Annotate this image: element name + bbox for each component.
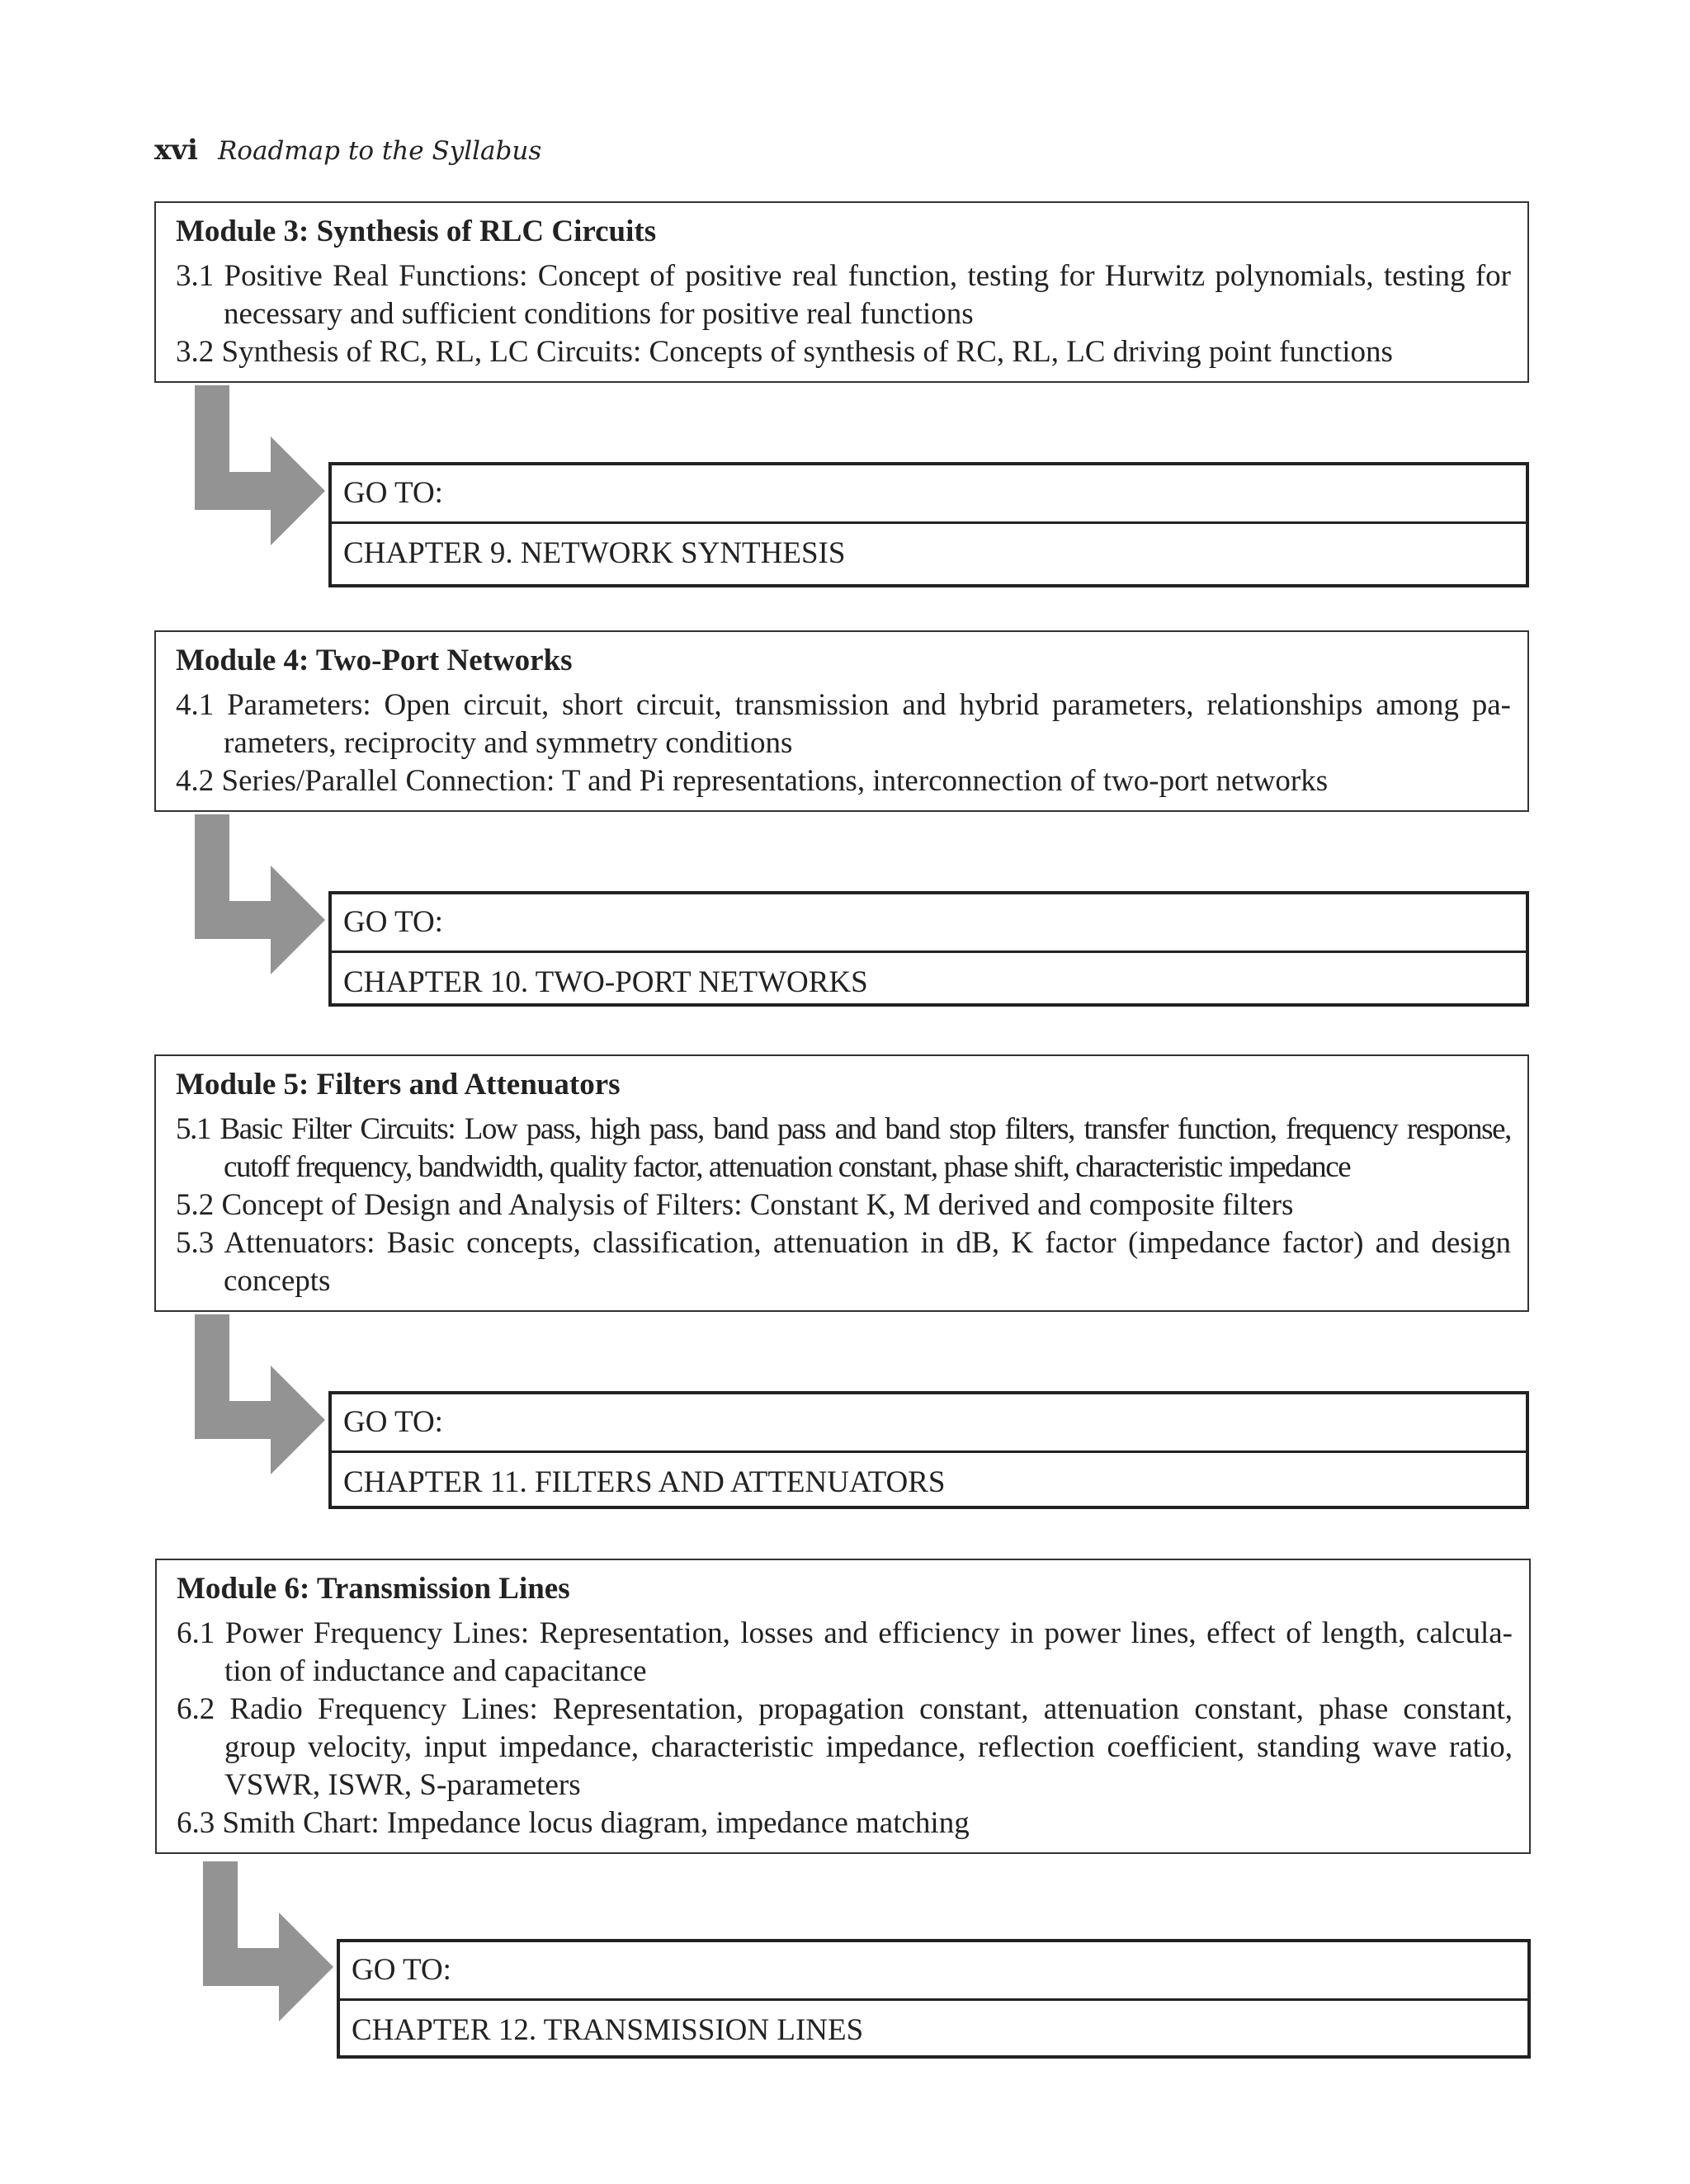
goto-box-chapter-10 [328, 891, 1529, 1007]
goto-label: GO TO: [340, 1942, 1527, 2001]
module-5-box [154, 1054, 1529, 1312]
module-item: 6.3 Smith Chart: Impedance locus diagram, impedance matching [177, 1806, 970, 1840]
running-title: Roadmap to the Syllabus [217, 136, 542, 166]
module-title: Module 5: Filters and Attenuators [176, 1068, 621, 1101]
goto-label: GO TO: [332, 1394, 1526, 1453]
goto-box-chapter-12 [337, 1939, 1531, 2059]
go-to-arrow-icon [195, 1314, 327, 1475]
module-3-box [154, 201, 1529, 383]
go-to-arrow-icon [195, 814, 327, 975]
module-item: 6.1 Power Frequency Lines: Representation, losses and efficiency in power lines, effect of length, calcula-tion of inductance and capacitance [177, 1616, 1513, 1688]
module-item: 5.1 Basic Filter Circuits: Low pass, high pass, band pass and band stop filters, transfer function, frequency response, cutoff frequency, bandwidth, quality factor, attenuation constant, phase shift, characteristic impedance [176, 1112, 1511, 1184]
running-header [154, 134, 541, 167]
module-item: 4.2 Series/Parallel Connection: T and Pi representations, interconnection of two-port networks [176, 764, 1329, 798]
module-item: 4.1 Parameters: Open circuit, short circuit, transmission and hybrid parameters, relationships among pa-rameters, reciprocity and symmetry conditions [176, 688, 1511, 760]
module-6-box [155, 1559, 1531, 1854]
chapter-link[interactable]: CHAPTER 9. NETWORK SYNTHESIS [343, 536, 846, 570]
chapter-link[interactable]: CHAPTER 12. TRANSMISSION LINES [352, 2013, 864, 2047]
goto-box-chapter-9 [328, 462, 1529, 587]
chapter-link[interactable]: CHAPTER 10. TWO-PORT NETWORKS [343, 965, 868, 999]
module-title: Module 4: Two-Port Networks [176, 644, 573, 677]
module-item: 3.1 Positive Real Functions: Concept of positive real function, testing for Hurwitz polynomials, testing for necessary and sufficient conditions for positive real functions [176, 259, 1511, 331]
goto-box-chapter-11 [328, 1391, 1529, 1509]
module-item: 3.2 Synthesis of RC, RL, LC Circuits: Concepts of synthesis of RC, RL, LC driving point functions [176, 335, 1393, 369]
module-title: Module 3: Synthesis of RLC Circuits [176, 215, 657, 248]
chapter-link[interactable]: CHAPTER 11. FILTERS AND ATTENUATORS [343, 1465, 946, 1499]
page-number: xvi [154, 134, 198, 167]
module-item: 6.2 Radio Frequency Lines: Representation, propagation constant, attenuation constant, phase constant, group velocity, input impedance, characteristic impedance, reflection coefficient, standing wave ratio, VSWR, ISWR, S-parameters [177, 1692, 1513, 1802]
go-to-arrow-icon [203, 1861, 335, 2022]
goto-label: GO TO: [332, 894, 1526, 953]
goto-label: GO TO: [332, 465, 1526, 524]
module-item: 5.2 Concept of Design and Analysis of Filters: Constant K, M derived and composite filters [176, 1188, 1294, 1222]
go-to-arrow-icon [195, 385, 327, 546]
module-item: 5.3 Attenuators: Basic concepts, classification, attenuation in dB, K factor (impedance factor) and design concepts [176, 1226, 1511, 1298]
module-4-box [154, 630, 1529, 812]
module-title: Module 6: Transmission Lines [177, 1572, 570, 1606]
